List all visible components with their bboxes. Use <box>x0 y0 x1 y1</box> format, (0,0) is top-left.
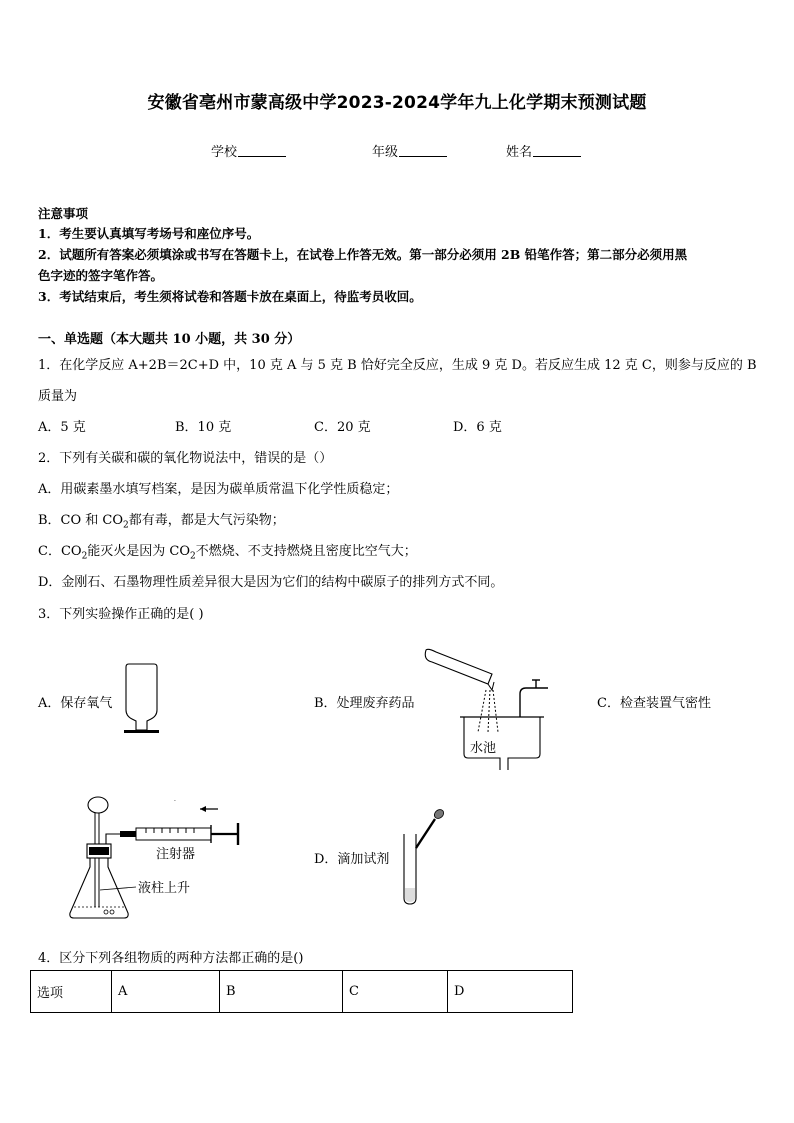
q3-option-c-label: C．检查装置气密性 <box>597 696 711 711</box>
table-header-cell: A <box>112 971 220 1013</box>
section-heading: 一、单选题（本大题共 10 小题，共 30 分） <box>38 332 301 347</box>
grade-label: 年级 <box>372 145 399 160</box>
q1-stem: 1．在化学反应 A+2B＝2C+D 中，10 克 A 与 5 克 B 恰好完全反应，生成 9 克 D。若反应生成 12 克 C，则参与反应的 B <box>38 358 757 373</box>
name-blank <box>533 144 581 157</box>
notice-item-2: 2．试题所有答案必须填涂或书写在答题卡上，在试卷上作答无效。第一部分必须用 2B 铅笔作答；第二部分必须用黑 <box>38 247 688 262</box>
school-label: 学校 <box>211 145 238 160</box>
table-header-cell: C <box>343 971 448 1013</box>
q2-option-c: C．$CO_2$能灭火是因为 $CO_2$不燃烧、不支持燃烧且密度比空气大； <box>38 544 417 562</box>
q1-stem-cont: 质量为 <box>38 389 78 404</box>
table-header-cell: D <box>448 971 573 1013</box>
liquid-rise-label: 液柱上升 <box>138 881 191 896</box>
q1-option-d: D．6 克 <box>453 420 502 435</box>
grade-field <box>372 141 447 160</box>
svg-text:·: · <box>174 798 176 805</box>
table-row <box>31 971 573 1013</box>
q3-stem: 3．下列实验操作正确的是( ) <box>38 607 204 622</box>
school-blank <box>238 144 286 157</box>
q1-option-b: B．10 克 <box>175 420 232 435</box>
dropper-figure <box>398 806 448 906</box>
syringe-label: 注射器 <box>156 847 196 862</box>
name-field <box>506 141 581 160</box>
notice-item-2-cont: 色字迹的签字笔作答。 <box>38 268 164 283</box>
q4-stem: 4．区分下列各组物质的两种方法都正确的是() <box>38 951 304 966</box>
notice-item-1: 1．考生要认真填写考场号和座位序号。 <box>38 226 260 241</box>
notice-heading: 注意事项 <box>38 206 89 221</box>
q3-option-d-label: D．滴加试剂 <box>314 852 390 867</box>
table-header-cell: 选项 <box>31 971 112 1013</box>
gas-bottle-figure <box>118 664 168 739</box>
q2-option-a: A．用碳素墨水填写档案，是因为碳单质常温下化学性质稳定； <box>38 482 399 497</box>
airtightness-figure <box>66 795 256 925</box>
q2-stem: 2．下列有关碳和碳的氧化物说法中，错误的是（） <box>38 451 333 466</box>
school-field <box>211 141 286 160</box>
q3-option-b-label: B．处理废弃药品 <box>314 696 415 711</box>
q3-option-a-label: A．保存氧气 <box>38 696 113 711</box>
grade-blank <box>399 144 447 157</box>
sink-label: 水池 <box>470 741 497 756</box>
sink-disposal-figure <box>420 640 560 775</box>
q4-table <box>30 970 573 1013</box>
q1-option-c: C．20 克 <box>314 420 371 435</box>
q2-option-d: D．金刚石、石墨物理性质差异很大是因为它们的结构中碳原子的排列方式不同。 <box>38 575 504 590</box>
name-label: 姓名 <box>506 145 533 160</box>
q1-option-a: A．5 克 <box>38 420 86 435</box>
q2-option-b: B．CO 和 $CO_2$都有毒，都是大气污染物； <box>38 513 285 531</box>
page-title: 安徽省亳州市蒙高级中学2023-2024学年九上化学期末预测试题 <box>147 93 647 113</box>
notice-item-3: 3．考试结束后，考生须将试卷和答题卡放在桌面上，待监考员收回。 <box>38 289 422 304</box>
table-header-cell: B <box>220 971 343 1013</box>
